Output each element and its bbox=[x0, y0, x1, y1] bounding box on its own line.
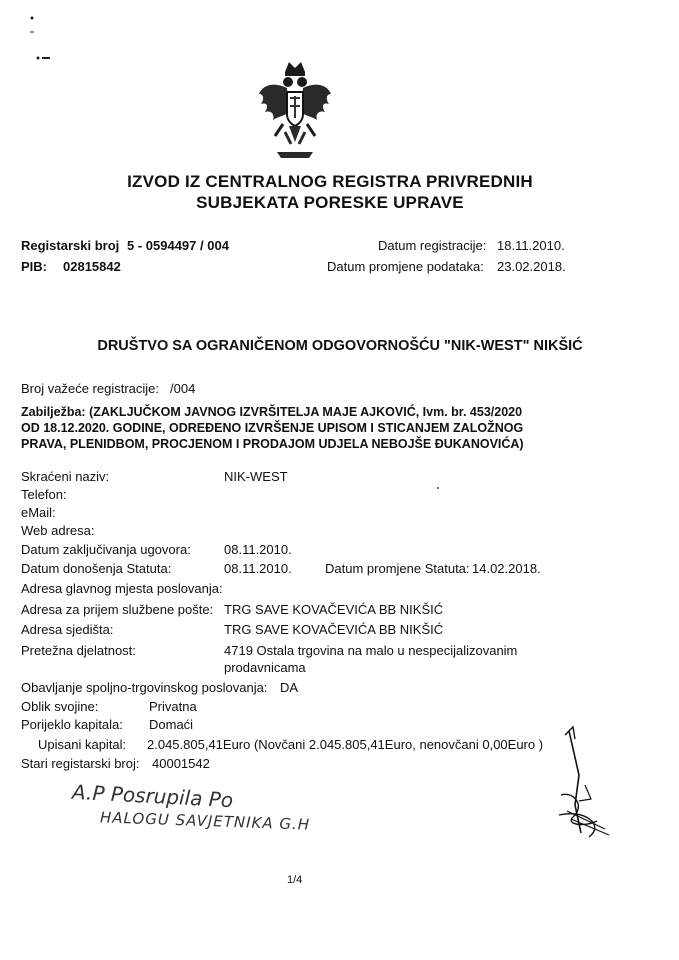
page-number: 1/4 bbox=[287, 874, 303, 886]
datum-registracije-value: 18.11.2010. bbox=[497, 238, 565, 253]
stari-reg-broj-value: 40001542 bbox=[152, 756, 210, 771]
oblik-svojine-value: Privatna bbox=[149, 699, 197, 714]
scan-dot bbox=[436, 486, 440, 490]
zakljucivanje-label: Datum zaključivanja ugovora: bbox=[21, 542, 191, 557]
email-label: eMail: bbox=[21, 505, 56, 520]
upisani-kapital-value: 2.045.805,41Euro (Novčani 2.045.805,41Euro, nenovčani 0,00Euro ) bbox=[147, 737, 544, 752]
telefon-label: Telefon: bbox=[21, 487, 67, 502]
djelatnost-label: Pretežna djelatnost: bbox=[21, 643, 136, 658]
pib-value: 02815842 bbox=[63, 259, 121, 274]
datum-promjene-value: 23.02.2018. bbox=[497, 259, 566, 274]
stari-reg-broj-label: Stari registarski broj: bbox=[21, 756, 140, 771]
skraceni-naziv-label: Skraćeni naziv: bbox=[21, 469, 110, 484]
datum-promjene-label: Datum promjene podataka: bbox=[327, 259, 484, 274]
zabiljezba-note bbox=[21, 404, 531, 452]
promjena-statuta-label: Datum promjene Statuta: bbox=[325, 561, 470, 576]
handwritten-note-line1: A.P Posrupila Po bbox=[71, 779, 234, 813]
zakljucivanje-value: 08.11.2010. bbox=[224, 542, 292, 557]
page-title-line1: IZVOD IZ CENTRALNOG REGISTRA PRIVREDNIH bbox=[127, 172, 533, 191]
pib-label: PIB: bbox=[21, 259, 47, 274]
reg-broj-value: 5 - 0594497 / 004 bbox=[127, 238, 229, 253]
page-title-line2: SUBJEKATA PORESKE UPRAVE bbox=[196, 193, 464, 212]
coat-of-arms-emblem bbox=[255, 58, 335, 168]
datum-registracije-label: Datum registracije: bbox=[378, 238, 487, 253]
adresa-sjedista-label: Adresa sjedišta: bbox=[21, 622, 114, 637]
broj-vazece-label: Broj važeće registracije: bbox=[21, 381, 159, 396]
reg-broj-label: Registarski broj bbox=[21, 238, 120, 253]
upisani-kapital-label: Upisani kapital: bbox=[38, 737, 127, 752]
skraceni-naziv-value: NIK-WEST bbox=[224, 469, 288, 484]
porijeklo-kapitala-value: Domaći bbox=[149, 717, 194, 732]
adresa-poste-label: Adresa za prijem službene pošte: bbox=[21, 602, 214, 617]
promjena-statuta-value: 14.02.2018. bbox=[472, 561, 541, 576]
oblik-svojine-label: Oblik svojine: bbox=[21, 699, 99, 714]
adresa-poste-value: TRG SAVE KOVAČEVIĆA BB NIKŠIĆ bbox=[224, 602, 444, 617]
signature-scribble bbox=[545, 725, 635, 855]
zabiljezba-text: (ZAKLJUČKOM JAVNOG IZVRŠITELJA MAJE AJKOVIĆ, Ivm. br. 453/2020 OD 18.12.2020. GODINE, ODREĐENO IZVRŠENJE UPISOM I STICANJEM ZALOŽNOG PRAVA, PLENIDBOM, PROCJENOM I PRODAJOM UDJELA NEBOJŠE ĐUKANOVIĆA) bbox=[21, 405, 524, 451]
djelatnost-value-line2: prodavnicama bbox=[224, 660, 306, 675]
adresa-sjedista-value: TRG SAVE KOVAČEVIĆA BB NIKŠIĆ bbox=[224, 622, 444, 637]
zabiljezba-label: Zabilježba: bbox=[21, 405, 86, 419]
company-name: DRUŠTVO SA OGRANIČENOM ODGOVORNOŠĆU "NIK-WEST" NIKŠIĆ bbox=[97, 338, 583, 354]
donosenje-statuta-value: 08.11.2010. bbox=[224, 561, 292, 576]
donosenje-statuta-label: Datum donošenja Statuta: bbox=[21, 561, 172, 576]
spoljno-label: Obavljanje spoljno-trgovinskog poslovanja: bbox=[21, 680, 268, 695]
adresa-glavnog-label: Adresa glavnog mjesta poslovanja: bbox=[21, 581, 223, 596]
web-adresa-label: Web adresa: bbox=[21, 523, 95, 538]
scan-marks bbox=[28, 14, 58, 64]
broj-vazece-value: /004 bbox=[170, 381, 196, 396]
spoljno-value: DA bbox=[280, 680, 299, 695]
djelatnost-value-line1: 4719 Ostala trgovina na malo u nespecijalizovanim bbox=[224, 643, 518, 658]
porijeklo-kapitala-label: Porijeklo kapitala: bbox=[21, 717, 123, 732]
handwritten-note-line2: HALOGU SAVJETNIKA G.H bbox=[99, 808, 311, 834]
